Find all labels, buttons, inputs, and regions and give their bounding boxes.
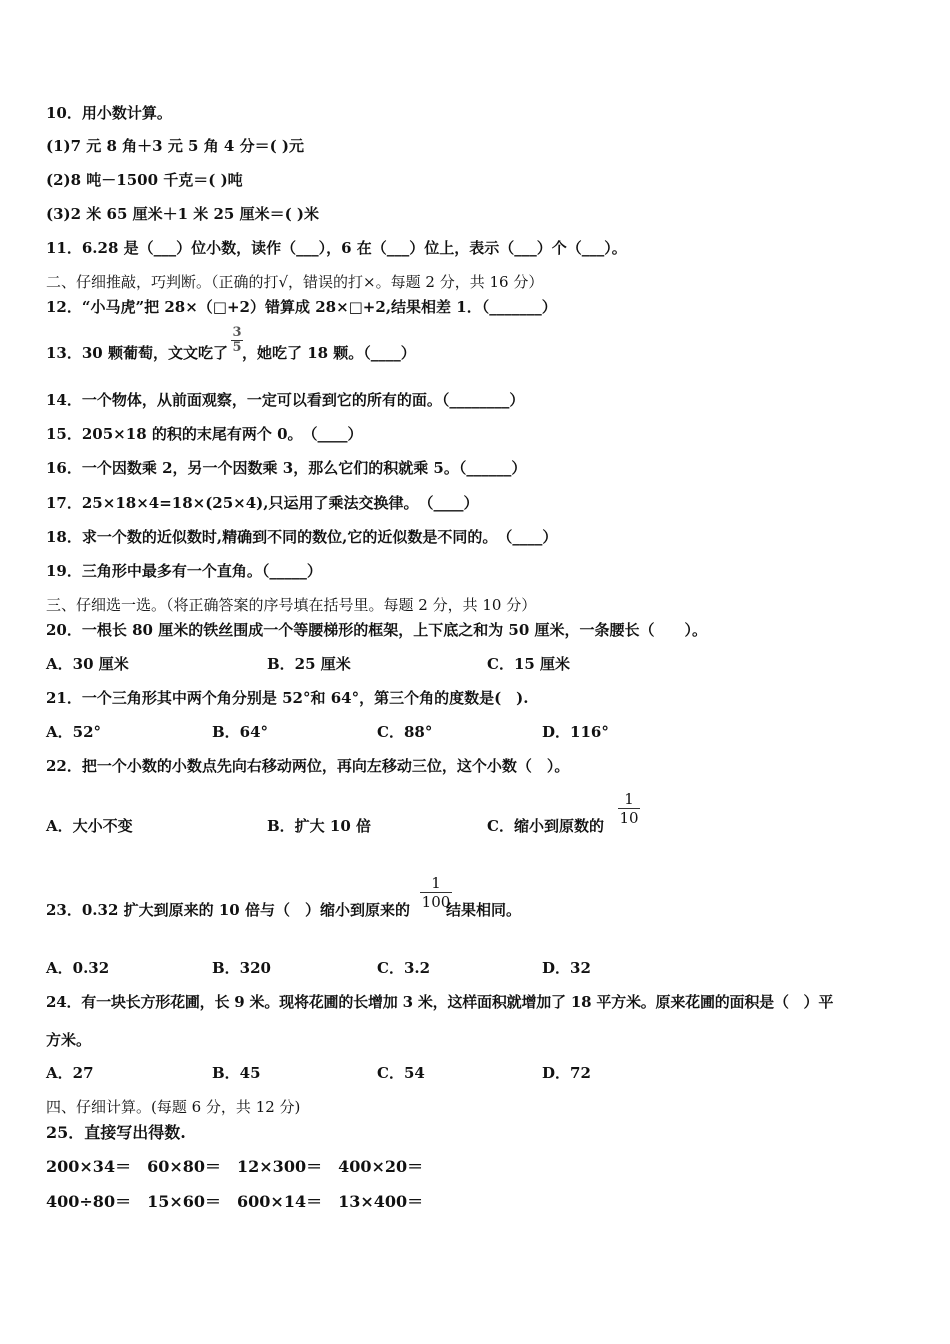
- q23-text-before: 23．0.32 扩大到原来的 10 倍与（ ）缩小到原来的: [46, 901, 410, 919]
- q23-fraction-denominator: 100: [421, 893, 451, 911]
- q23-option-d: D．32: [542, 959, 591, 977]
- q24-line2: 方米。: [46, 1031, 92, 1049]
- q21-option-a: A．52°: [46, 723, 102, 741]
- q17: 17．25×18×4=18×(25×4),只运用了乘法交换律。 （____）: [46, 494, 479, 512]
- q11: 11．6.28 是（___）位小数，读作（___），6 在（___）位上，表示（___）个（___）。: [46, 239, 627, 257]
- q23-option-b: B．320: [212, 959, 271, 977]
- q10-part2: (2)8 吨－1500 千克＝( )吨: [46, 171, 243, 189]
- section-4-heading: 四、仔细计算。(每题 6 分，共 12 分): [46, 1098, 301, 1116]
- q21-option-c: C．88°: [377, 723, 433, 741]
- q22-fraction-numerator: 1: [624, 790, 634, 808]
- q21: 21．一个三角形其中两个角分别是 52°和 64°，第三个角的度数是( ).: [46, 689, 529, 707]
- section-3-heading: 三、仔细选一选。（将正确答案的序号填在括号里。每题 2 分，共 10 分）: [46, 596, 537, 614]
- q22-option-b: B．扩大 10 倍: [267, 817, 371, 835]
- q19: 19．三角形中最多有一个直角。（_____）: [46, 562, 322, 580]
- q16: 16．一个因数乘 2，另一个因数乘 3，那么它们的积就乘 5。（______）: [46, 459, 527, 477]
- q13-fraction-denominator: 5: [232, 340, 242, 355]
- q24-line1: 24．有一块长方形花圃，长 9 米。现将花圃的长增加 3 米，这样面积就增加了 18 平方米。原来花圃的面积是（ ）平: [46, 993, 834, 1011]
- q24-option-c: C．54: [377, 1064, 425, 1082]
- q20-option-a: A．30 厘米: [46, 655, 129, 673]
- q21-option-b: B．64°: [212, 723, 269, 741]
- q10-title: 10．用小数计算。: [46, 104, 172, 122]
- q22-option-a: A．大小不变: [46, 817, 133, 835]
- q13-text-after: ，她吃了 18 颗。（____）: [241, 344, 416, 362]
- q20: 20．一根长 80 厘米的铁丝围成一个等腰梯形的框架，上下底之和为 50 厘米，一条腰长（ ）。: [46, 621, 708, 639]
- q13-text-before: 13．30 颗葡萄，文文吃了: [46, 344, 228, 362]
- q25-row2: 400÷80＝ 15×60＝ 600×14＝ 13×400＝: [46, 1192, 424, 1211]
- q18: 18．求一个数的近似数时,精确到不同的数位,它的近似数是不同的。 （____）: [46, 528, 558, 546]
- q20-option-b: B．25 厘米: [267, 655, 351, 673]
- q23-option-c: C．3.2: [377, 959, 431, 977]
- q10-part1: (1)7 元 8 角＋3 元 5 角 4 分＝( )元: [46, 137, 305, 155]
- q25-row1: 200×34＝ 60×80＝ 12×300＝ 400×20＝: [46, 1157, 424, 1176]
- q22: 22．把一个小数的小数点先向右移动两位，再向左移动三位，这个小数（ ）。: [46, 757, 570, 775]
- q22-option-c: C．缩小到原数的: [487, 817, 604, 835]
- q15: 15．205×18 的积的末尾有两个 0。 （____）: [46, 425, 363, 443]
- q21-option-d: D．116°: [542, 723, 609, 741]
- q23-option-a: A．0.32: [46, 959, 110, 977]
- q23-fraction-numerator: 1: [431, 874, 441, 892]
- q23-text-after: 结果相同。: [445, 901, 521, 919]
- q12: 12．“小马虎”把 28×（□+2）错算成 28×□+2,结果相差 1．（_______）: [46, 298, 557, 316]
- q22-fraction: [618, 790, 640, 827]
- q23-fraction: [420, 874, 452, 911]
- q13-fraction-numerator: 3: [232, 325, 242, 340]
- q22-fraction-denominator: 10: [619, 809, 639, 827]
- q10-part3: (3)2 米 65 厘米＋1 米 25 厘米＝( )米: [46, 205, 320, 223]
- q25-title: 25．直接写出得数.: [46, 1123, 186, 1142]
- q24-option-a: A．27: [46, 1064, 94, 1082]
- q14: 14．一个物体，从前面观察，一定可以看到它的所有的面。（________）: [46, 391, 525, 409]
- q24-option-d: D．72: [542, 1064, 591, 1082]
- q24-option-b: B．45: [212, 1064, 261, 1082]
- q20-option-c: C．15 厘米: [487, 655, 571, 673]
- q13-fraction: [231, 326, 243, 355]
- section-2-heading: 二、仔细推敲，巧判断。（正确的打√，错误的打×。每题 2 分，共 16 分）: [46, 273, 544, 291]
